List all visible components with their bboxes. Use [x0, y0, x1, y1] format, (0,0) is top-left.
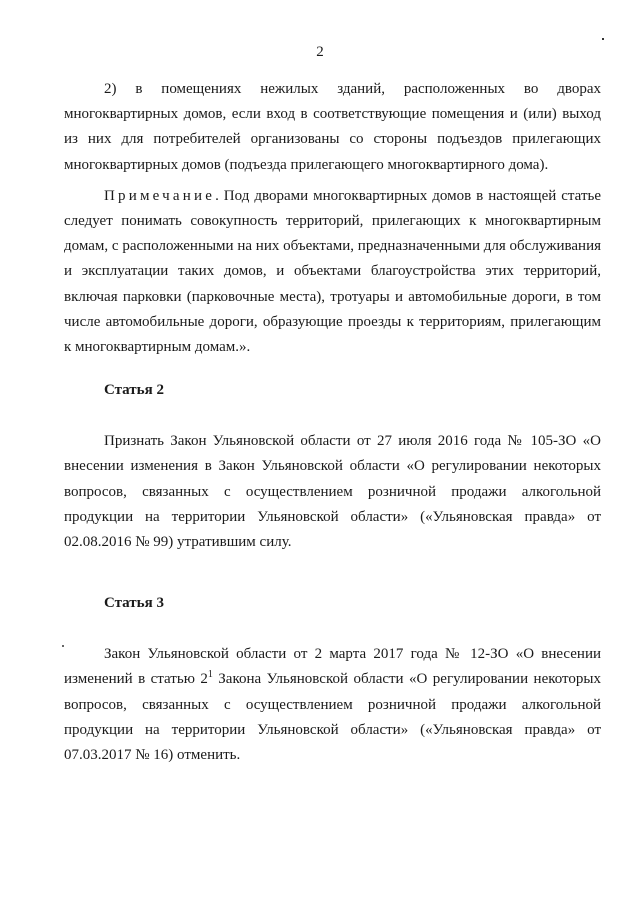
- article-2-paragraph: Признать Закон Ульяновской области от 27 июля 2016 года № 105-ЗО «О внесении изменения в Закон Ульяновской области «О регулировании некоторых вопросов, связанных с осуществлением розничной продажи алкогольной продукции на территории Ульяновской области» («Ульяновская правда» от 02.08.2016 № 99) утратившим силу.: [64, 433, 601, 551]
- article-3-heading: Статья 3: [104, 595, 164, 612]
- note-text: . Под дворами многоквартирных домов в настоящей статье следует понимать совокупность территорий, прилегающих к многоквартирным домам, с расположенными на них объектами, предназначенными для обслуживания и эксплуатации таких домов, и объектами благоустройства этих территорий, включая парковки (парковочные места), тротуары и автомобильные дороги, в том числе автомобильные дороги, образующие проезды к территориям, прилегающим к многоквартирным домам.».: [64, 187, 601, 356]
- note-paragraph: [64, 184, 601, 360]
- article-3-superscript: 1: [207, 669, 213, 681]
- article-3-paragraph: [64, 642, 601, 768]
- article-3-text-after: Закона Ульяновской области «О регулировании некоторых вопросов, связанных с осуществлением розничной продажи алкогольной продукции на территории Ульяновской области» («Ульяновская правда» от 07.03.2017 № 16) отменить.: [64, 671, 601, 764]
- document-body: [64, 77, 601, 768]
- item-2-paragraph: 2) в помещениях нежилых зданий, расположенных во дворах многоквартирных домов, если вход в соответствующие помещения и (или) выход из них для потребителей организованы со стороны подъездов прилегающих многоквартирных домов (подъезда прилегающего многоквартирного дома).: [64, 81, 601, 173]
- article-2-heading: Статья 2: [104, 382, 164, 399]
- page-number: 2: [316, 44, 324, 60]
- scan-mark: [602, 38, 604, 40]
- note-label: Примечание: [104, 187, 216, 204]
- article-3-text-before: Закон Ульяновской области от 2 марта 2017 года № 12-ЗО «О внесении изменений в статью 2: [64, 646, 601, 688]
